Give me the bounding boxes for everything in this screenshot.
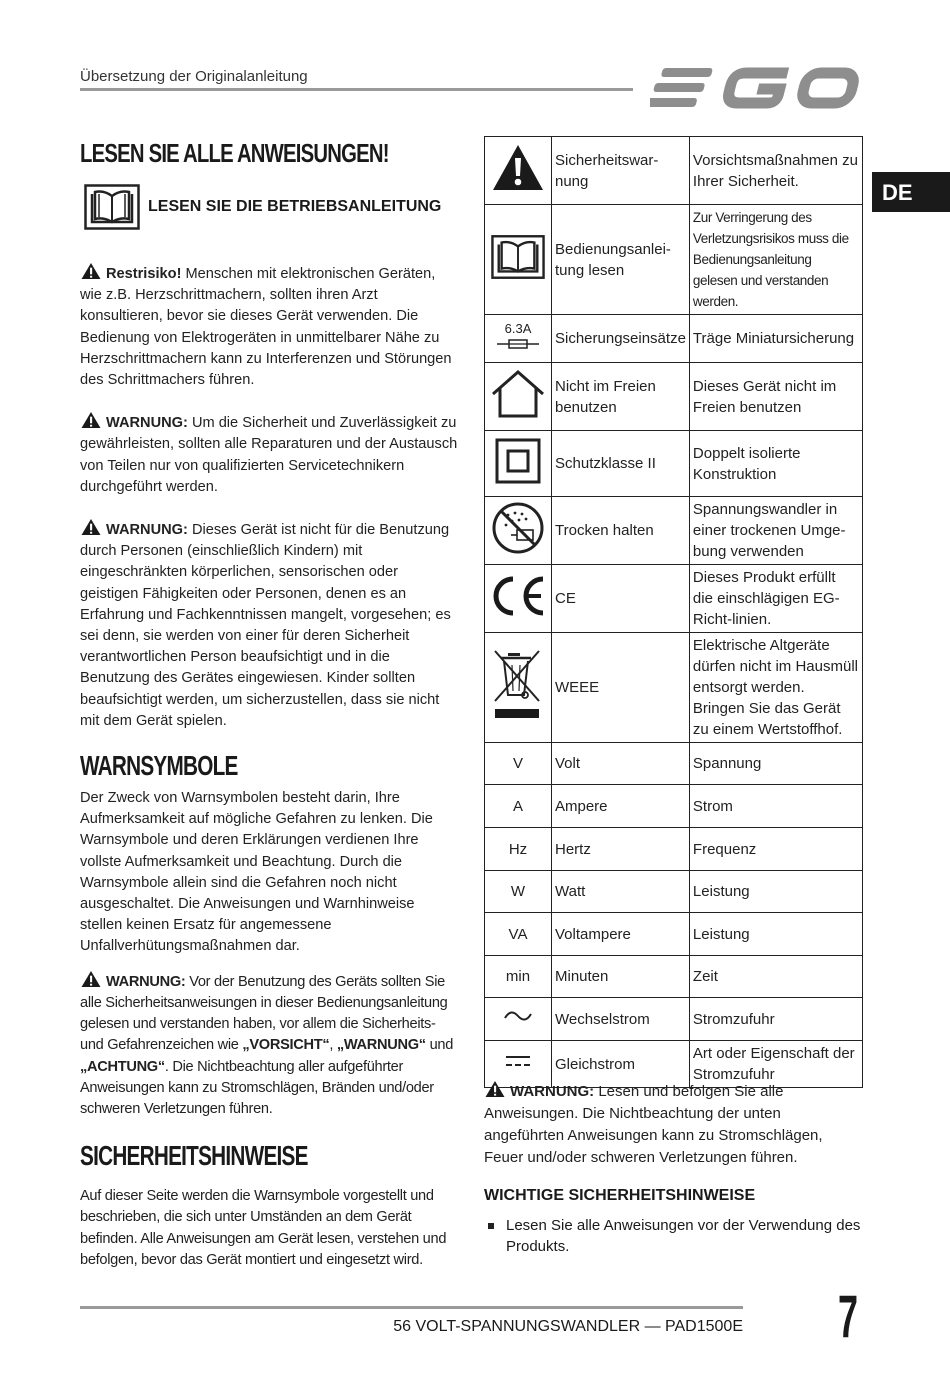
right-lower-section [484,1080,864,1257]
ce-mark-icon [489,574,547,618]
achtung-term: „ACHTUNG“ [80,1058,165,1075]
residual-risk-text: Menschen mit elektronischen Geräten, wie z.B. Herzschrittmachern, sollten ihren Arzt konsultieren, bevor sie dieses Gerät verwenden. Die Bedienung von Elektrogeräten in unmittelbarer Nähe zu Herzschrittmachern kann zu Interferenzen und Störungen des Schrittmachers führen. [80,266,452,389]
symbols-table [484,136,863,1088]
symbol-cell [485,315,552,363]
symbol-name: Minuten [552,956,690,998]
symbol-cell [485,205,552,315]
symbol-description: Leistung [689,871,862,913]
warning-instructions-text: Vor der Benutzung des Geräts sollten Sie alle Sicherheitsanweisungen in dieser Bedienungsanleitung gelesen und verstanden haben, vor allem die Sicherheits- und Gefahrenzeichen wie [80,973,448,1054]
warning-follow-paragraph [484,1080,864,1169]
table-row [485,828,863,871]
symbol-description: Dieses Gerät nicht im Freien benutzen [689,363,862,431]
symbol-name: Ampere [552,785,690,828]
symbol-description: Spannungswandler in einer trockenen Umge-bung verwenden [689,497,862,565]
symbol-cell [485,497,552,565]
symbol-name: Volt [552,743,690,785]
warning-instructions-text-end: . Die Nichtbeachtung aller aufgeführter Anweisungen kann zu Stromschlägen, Bränden und/oder schweren Verletzungen führen. [80,1058,434,1117]
warning-persons-text: Dieses Gerät ist nicht für die Benutzung durch Personen (einschließlich Kindern) mit eingeschränkten körperlichen, sensorischen oder geistigen Fähigkeiten oder Personen, denen es an Erfahrung und Fachkenntnissen mangelt, vorgesehen; es sei denn, sie werden von einer für deren Sicherheit verantwortlichen Person beaufsichtigt und in die Benutzung des Gerätes eingewiesen. Kinder sollten beaufsichtigt werden, um sicherzustellen, dass sie nicht mit dem Gerät spielen. [80,522,451,729]
warning-triangle-icon [80,411,102,429]
header-divider [80,88,633,91]
symbol-name: Bedienungsanlei-tung lesen [552,205,690,315]
header-title: Übersetzung der Originalanleitung [80,68,308,85]
table-row [485,315,863,363]
symbol-name: Trocken halten [552,497,690,565]
symbol-name: CE [552,565,690,633]
symbol-cell [485,633,552,743]
language-tab: DE [872,172,950,212]
footer-divider [80,1306,743,1309]
weee-bin-icon [491,647,545,723]
warnsymbole-paragraph: Der Zweck von Warnsymbolen besteht darin, Ihre Aufmerksamkeit auf mögliche Gefahren zu lenken. Die Warnsymbole und deren Erklärungen verdienen Ihre vollste Aufmerksamkeit und Beachtung. Durch die Warnsymbole allein sind die Gefahren noch nicht ausgeschaltet. Die Anweisungen und Warnhinweise stellen keinen Ersatz für angemessene Unfallverhütungsmaßnahmen dar. [80,790,433,955]
symbol-description: Träge Miniatursicherung [689,315,862,363]
table-row [485,497,863,565]
residual-risk-title: Restrisiko! [106,266,182,282]
symbol-cell [485,998,552,1041]
symbol-cell [485,137,552,205]
symbol-name: Hertz [552,828,690,871]
symbol-description: Elektrische Altgeräte dürfen nicht im Hausmüll entsorgt werden. Bringen Sie das Gerät zu einem Wertstoffhof. [689,633,862,743]
sicherheitshinweise-paragraph: Auf dieser Seite werden die Warnsymbole vorgestellt und beschrieben, die sich unter Umständen an dem Gerät befinden. Alle Anweisungen am Gerät lesen, verstehen und befolgen, bevor das Gerät montiert und eingesetzt wird. [80,1188,447,1268]
symbol-description: Dieses Produkt erfüllt die einschlägigen EG-Richt-linien. [689,565,862,633]
symbol-description: Leistung [689,913,862,956]
symbol-cell [485,363,552,431]
book-icon [84,184,140,230]
warnung-term: „WARNUNG“ [336,1037,426,1054]
warning-repairs-text: Um die Sicherheit und Zuverlässigkeit zu gewährleisten, sollten alle Reparaturen und der Austausch von Teilen nur von qualifizierten Servicetechnikern durchgeführt werden. [80,415,458,495]
double-insulation-icon [494,437,542,485]
symbol-description: Doppelt isolierte Konstruktion [689,431,862,497]
book-icon [491,234,545,280]
warnsymbole-heading: WARNSYMBOLE [80,750,238,782]
direct-current-icon [504,1053,532,1069]
symbol-name: Nicht im Freien benutzen [552,363,690,431]
house-icon [490,369,546,419]
alternating-current-icon [503,1008,533,1024]
symbol-name: Wechselstrom [552,998,690,1041]
keep-dry-icon [491,501,545,555]
important-safety-heading: WICHTIGE SICHERHEITSHINWEISE [484,1187,756,1204]
symbol-description: Frequenz [689,828,862,871]
symbol-description: Spannung [689,743,862,785]
table-row [485,363,863,431]
table-row [485,871,863,913]
symbol-description: Stromzufuhr [689,998,862,1041]
warning-instructions-paragraph [80,970,460,1120]
ego-logo [650,64,862,112]
table-row [485,998,863,1041]
table-row [485,205,863,315]
symbol-description: Strom [689,785,862,828]
vorsicht-term: „VORSICHT“ [242,1037,330,1054]
warning-title: WARNUNG: [106,973,186,990]
fuse-rating: 6.3A [504,320,532,336]
warning-repairs-paragraph [80,411,460,498]
symbol-name: Schutzklasse II [552,431,690,497]
symbol-cell [485,565,552,633]
table-row [485,956,863,998]
residual-risk-paragraph [80,262,460,391]
unit-symbol: VA [485,913,552,956]
symbol-cell [485,431,552,497]
read-manual-row [80,184,460,230]
symbol-name: Watt [552,871,690,913]
table-row [485,431,863,497]
warning-triangle-icon [491,143,545,193]
unit-symbol: min [485,956,552,998]
symbol-name: Sicherungseinsätze [552,315,690,363]
unit-symbol: W [485,871,552,913]
page-number: 7 [838,1283,859,1350]
unit-symbol: A [485,785,552,828]
symbol-description: Vorsichtsmaßnahmen zu Ihrer Sicherheit. [689,137,862,205]
table-row [485,137,863,205]
bullet-icon [488,1223,494,1229]
symbol-description: Zeit [689,956,862,998]
fuse-icon [491,337,545,351]
warning-triangle-icon [80,970,102,988]
symbol-name: Sicherheitswar-nung [552,137,690,205]
left-column [80,136,460,1271]
warning-title: WARNUNG: [510,1083,595,1100]
warning-triangle-icon [484,1080,506,1098]
warning-follow-text: Lesen und befolgen Sie alle Anweisungen. Die Nichtbeachtung der unten angeführten Anweisungen kann zu Stromschlägen, Feuer und/oder schweren Verletzungen führen. [484,1083,823,1166]
footer-title: 56 VOLT-SPANNUNGSWANDLER — PAD1500E [393,1318,743,1335]
separator-text: , [329,1037,337,1054]
sicherheitshinweise-heading: SICHERHEITSHINWEISE [80,1140,308,1172]
main-heading: LESEN SIE ALLE ANWEISUNGEN! [80,138,389,168]
warning-title: WARNUNG: [106,415,188,432]
warning-triangle-icon [80,518,102,536]
list-item-text: Lesen Sie alle Anweisungen vor der Verwendung des Produkts. [506,1217,861,1255]
warning-triangle-icon [80,262,102,280]
warning-title: WARNUNG: [106,522,188,539]
symbol-name: Voltampere [552,913,690,956]
table-row [485,633,863,743]
unit-symbol: Hz [485,828,552,871]
separator-text: und [425,1037,454,1054]
list-item [484,1215,864,1257]
symbol-description: Art oder Eigenschaft der Stromzufuhr [689,1041,862,1088]
table-row [485,785,863,828]
table-row [485,913,863,956]
read-manual-label: LESEN SIE DIE BETRIEBSANLEITUNG [148,198,442,215]
table-row [485,565,863,633]
symbol-name: WEEE [552,633,690,743]
warning-persons-paragraph [80,518,460,732]
symbol-name: Gleichstrom [552,1041,690,1088]
unit-symbol: V [485,743,552,785]
table-row [485,743,863,785]
symbol-description: Zur Verringerung des Verletzungsrisikos muss die Bedienungsanleitung gelesen und verstanden werden. [689,205,862,315]
